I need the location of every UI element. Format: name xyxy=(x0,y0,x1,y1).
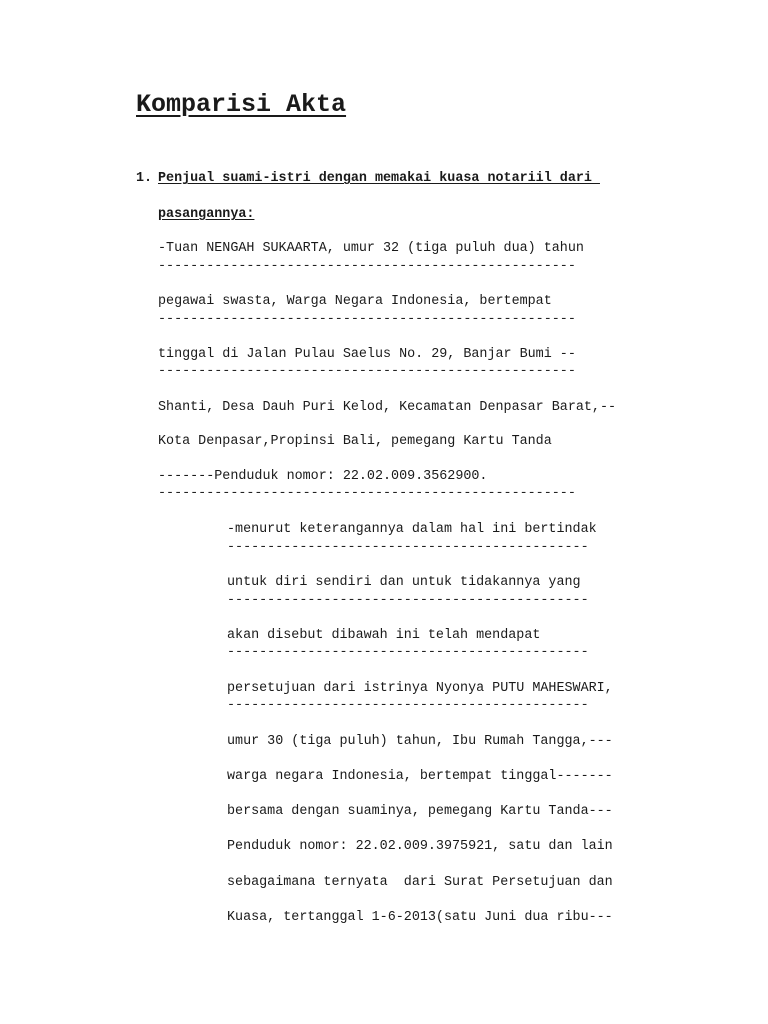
dash-rule: --------------------------------------------- xyxy=(227,593,589,608)
text-line: -Tuan NENGAH SUKAARTA, umur 32 (tiga puluh dua) tahun xyxy=(158,241,584,256)
text-line: -------Penduduk nomor: 22.02.009.3562900. xyxy=(158,469,488,484)
dash-rule: --------------------------------------------- xyxy=(227,540,589,555)
text-line: Penduduk nomor: 22.02.009.3975921, satu dan lain xyxy=(227,839,613,854)
text-line: pegawai swasta, Warga Negara Indonesia, bertempat xyxy=(158,294,552,309)
text-line: Shanti, Desa Dauh Puri Kelod, Kecamatan Denpasar Barat,-- xyxy=(158,400,617,415)
dash-rule: ---------------------------------------------------- xyxy=(158,259,576,274)
dash-rule: ---------------------------------------------------- xyxy=(158,486,576,501)
text-line: sebagaimana ternyata dari Surat Persetujuan dan xyxy=(227,875,613,890)
dash-rule: ---------------------------------------------------- xyxy=(158,312,576,327)
text-line: umur 30 (tiga puluh) tahun, Ibu Rumah Tangga,--- xyxy=(227,734,613,749)
text-line: tinggal di Jalan Pulau Saelus No. 29, Banjar Bumi -- xyxy=(158,347,576,362)
document-title: Komparisi Akta xyxy=(136,90,347,119)
text-line: warga negara Indonesia, bertempat tinggal------- xyxy=(227,769,613,784)
heading-line-1: Penjual suami-istri dengan memakai kuasa notariil dari xyxy=(158,171,600,186)
dash-rule: ---------------------------------------------------- xyxy=(158,364,576,379)
dash-rule: --------------------------------------------- xyxy=(227,698,589,713)
dash-rule: --------------------------------------------- xyxy=(227,645,589,660)
heading-line-2: pasangannya: xyxy=(158,207,255,222)
text-line: Kuasa, tertanggal 1-6-2013(satu Juni dua ribu--- xyxy=(227,910,613,925)
text-line: untuk diri sendiri dan untuk tidakannya yang xyxy=(227,575,581,590)
text-line: bersama dengan suaminya, pemegang Kartu Tanda--- xyxy=(227,804,613,819)
item-number: 1. xyxy=(136,171,153,186)
text-line: akan disebut dibawah ini telah mendapat xyxy=(227,628,541,643)
text-line: -menurut keterangannya dalam hal ini bertindak xyxy=(227,522,597,537)
text-line: persetujuan dari istrinya Nyonya PUTU MAHESWARI, xyxy=(227,681,613,696)
text-line: Kota Denpasar,Propinsi Bali, pemegang Kartu Tanda xyxy=(158,434,552,449)
